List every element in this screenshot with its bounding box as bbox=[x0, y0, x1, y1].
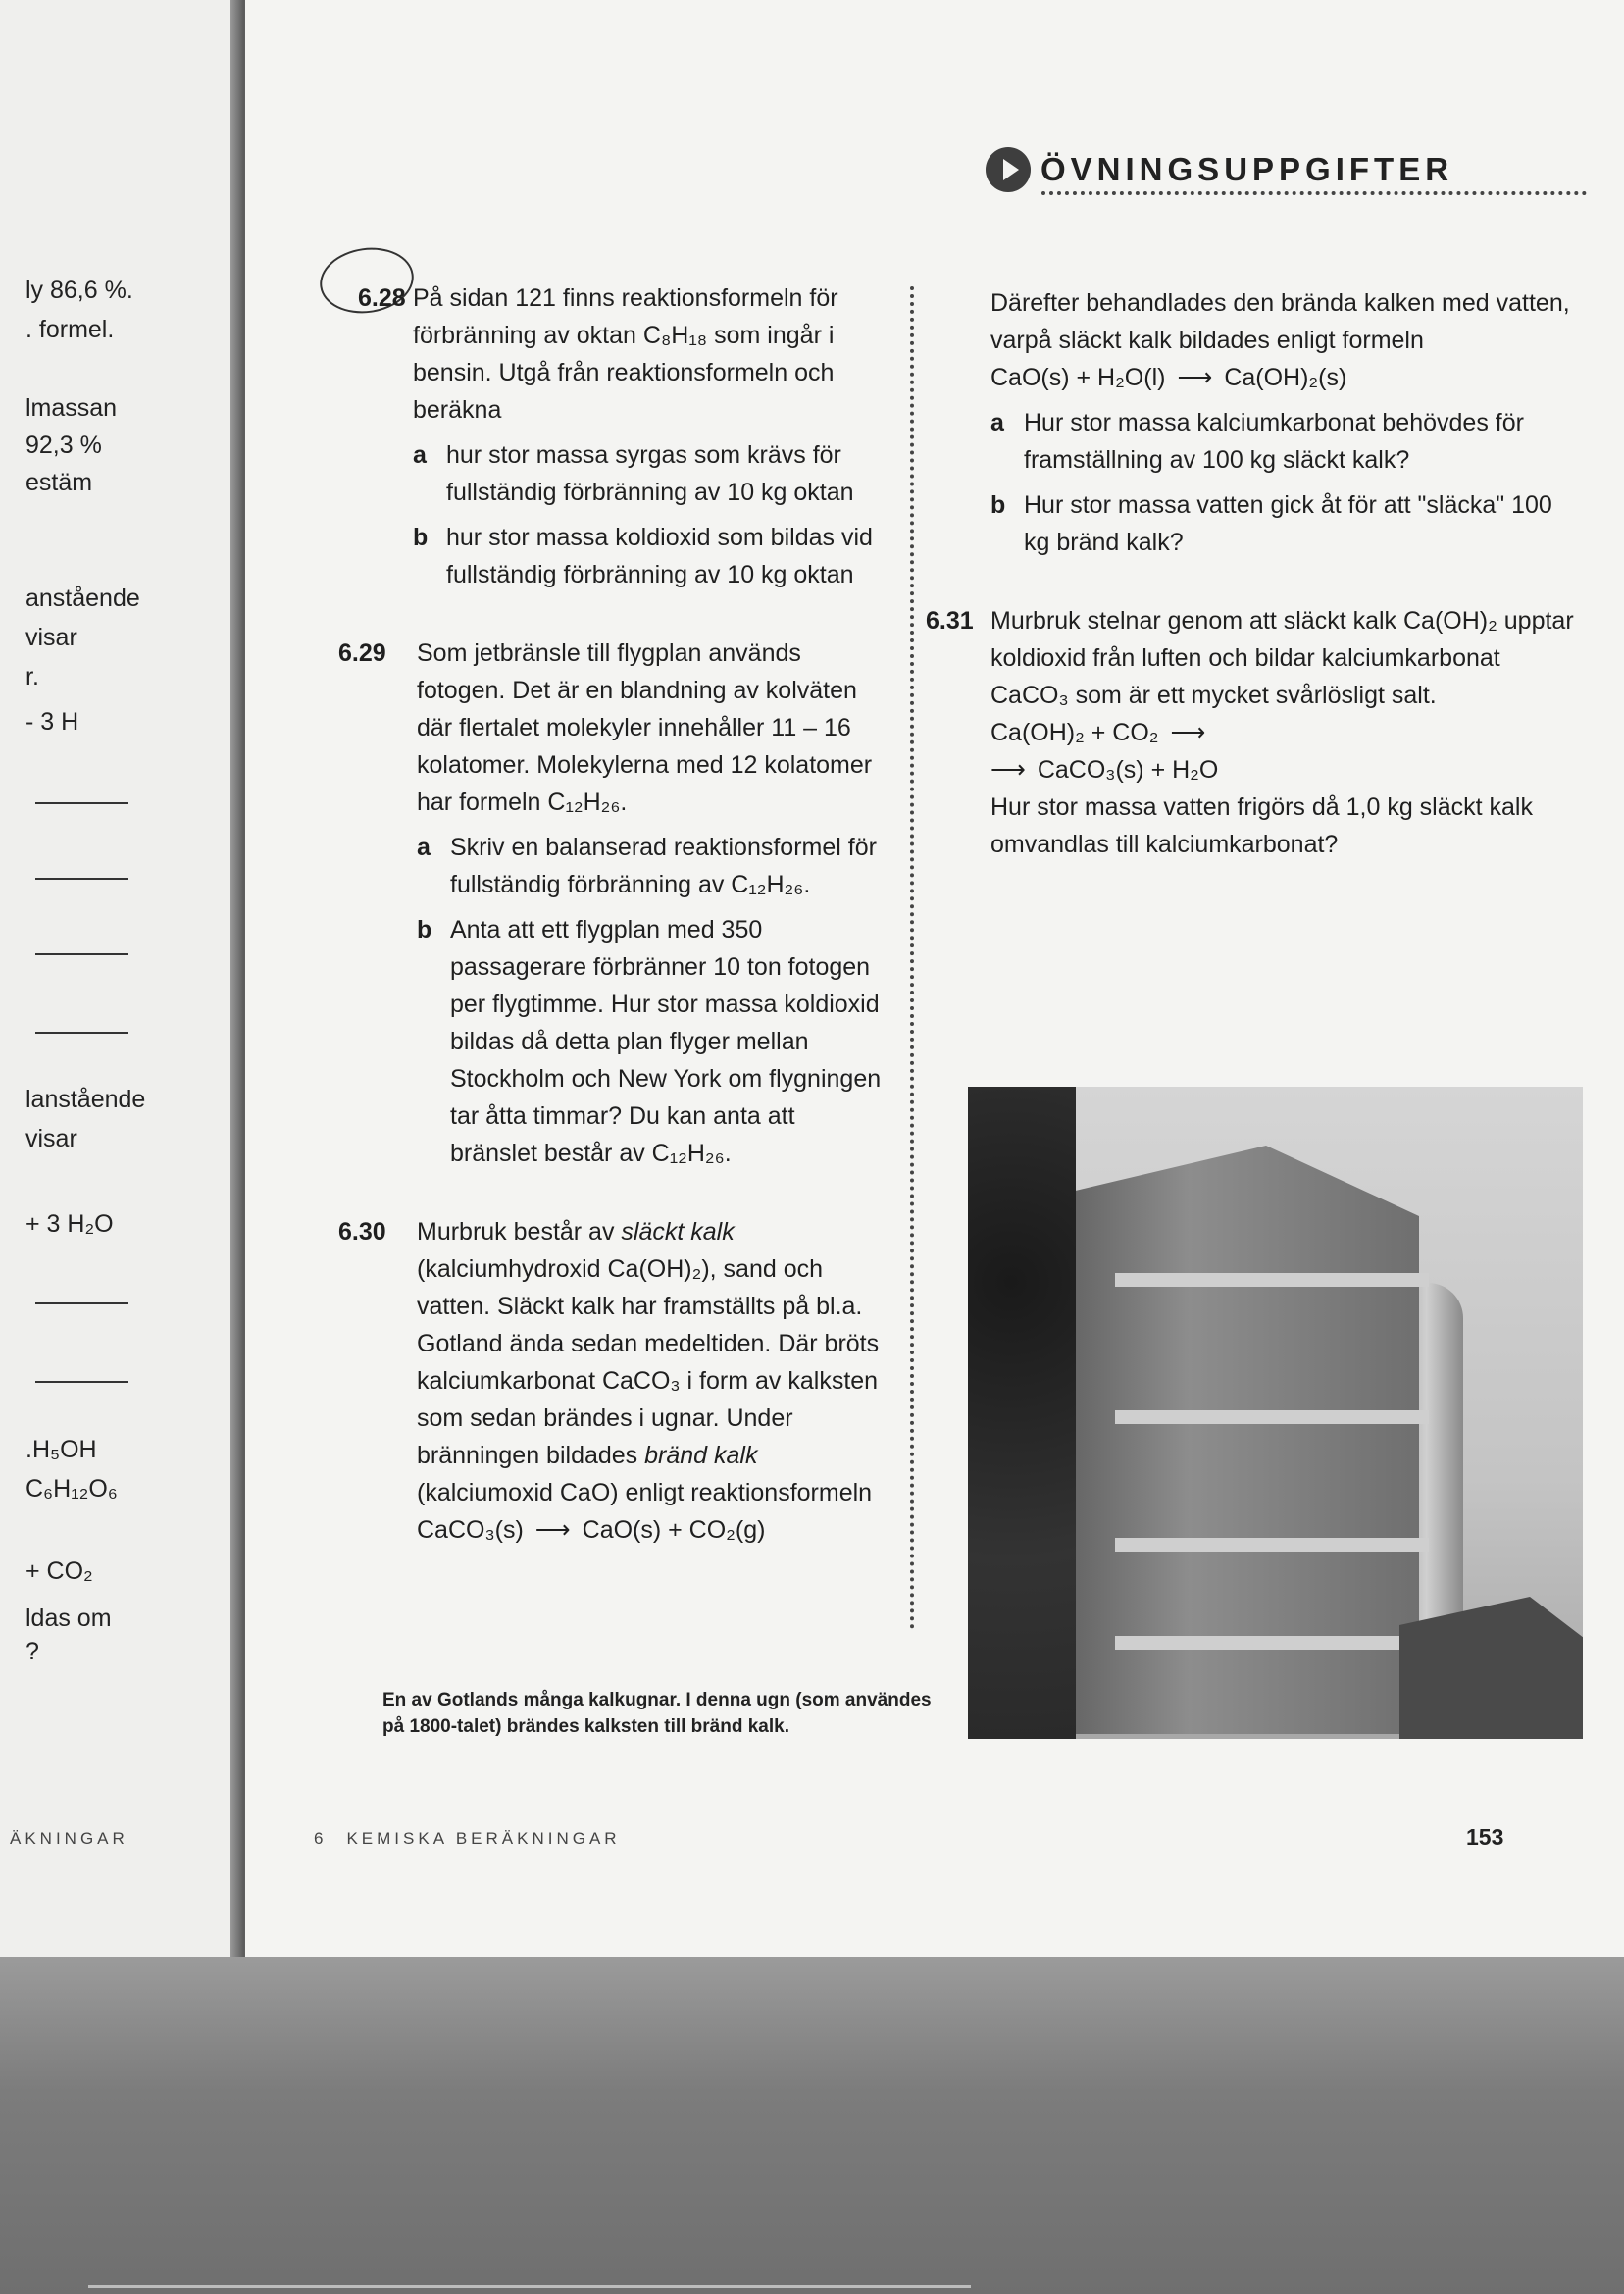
left-line: - 3 H bbox=[25, 708, 79, 736]
scaffold-beam bbox=[1115, 1273, 1429, 1287]
subtask-text: hur stor massa koldioxid som bildas vid fullständig förbränning av 10 kg oktan bbox=[446, 524, 873, 588]
task-text: (kalciumhydroxid Ca(OH)₂), sand och vatten. Släckt kalk har framställts på bl.a. Gotland ända sedan medeltiden. Där bröts kalciumkarbonat CaCO₃ i form av kalksten som sedan brändes i ugnar. Under bränningen bildades bbox=[417, 1255, 880, 1469]
subtask-label: a bbox=[413, 441, 427, 469]
play-circle-icon bbox=[986, 147, 1031, 192]
subtask-text: Skriv en balanserad reaktionsformel för fullständig förbränning av C₁₂H₂₆. bbox=[450, 834, 877, 898]
task-text: Därefter behandlades den brända kalken med vatten, varpå släckt kalk bildades enligt formeln bbox=[990, 289, 1570, 354]
subtask-a bbox=[417, 829, 888, 903]
page-number: 153 bbox=[1466, 1824, 1504, 1850]
left-page bbox=[0, 0, 230, 1957]
formula-left: CaCO₃(s) bbox=[417, 1516, 524, 1544]
subtask-a bbox=[990, 404, 1579, 479]
task-text: Murbruk består av bbox=[417, 1218, 615, 1246]
subtask-b bbox=[990, 486, 1579, 561]
subtask-text: Hur stor massa kalciumkarbonat behövdes för framställning av 100 kg släckt kalk? bbox=[1024, 409, 1524, 474]
left-footer: ÄKNINGAR bbox=[10, 1829, 128, 1848]
left-column bbox=[338, 280, 888, 1590]
task-6-30-cont bbox=[990, 284, 1579, 561]
left-line: + 3 H₂O bbox=[25, 1210, 114, 1238]
left-line: ? bbox=[25, 1638, 39, 1665]
left-line: anstående bbox=[25, 585, 140, 612]
arrow-icon: ⟶ bbox=[1177, 364, 1213, 391]
task-number: 6.28 bbox=[358, 284, 406, 312]
subtask-label: a bbox=[990, 409, 1004, 436]
term: släckt kalk bbox=[621, 1218, 735, 1246]
left-line: estäm bbox=[25, 469, 93, 496]
task-6-30 bbox=[338, 1213, 888, 1549]
left-line: C₆H₁₂O₆ bbox=[25, 1475, 118, 1503]
reaction-formula bbox=[417, 1511, 888, 1549]
chapter-title: KEMISKA BERÄKNINGAR bbox=[346, 1829, 621, 1848]
task-text: Som jetbränsle till flygplan används fotogen. Det är en blandning av kolväten där flertalet molekyler innehåller 11 – 16 kolatomer. Molekylerna med 12 kolatomer har formeln C₁₂H₂₆. bbox=[417, 639, 873, 816]
formula-right: Ca(OH)₂(s) bbox=[1224, 364, 1347, 391]
arrow-icon: ⟶ bbox=[1170, 719, 1206, 746]
section-title: ÖVNINGSUPPGIFTER bbox=[1040, 151, 1454, 187]
task-number: 6.30 bbox=[338, 1218, 386, 1246]
subtask-label: b bbox=[413, 524, 429, 551]
answer-rule bbox=[35, 1302, 128, 1304]
left-line: r. bbox=[25, 663, 39, 690]
answer-rule bbox=[35, 953, 128, 955]
left-line: ldas om bbox=[25, 1605, 112, 1632]
left-line: ly 86,6 %. bbox=[25, 277, 133, 304]
subtask-label: a bbox=[417, 834, 431, 861]
task-text: som ingår i bensin. Utgå från reaktionsformeln och beräkna bbox=[413, 322, 835, 424]
left-line: . formel. bbox=[25, 316, 115, 343]
left-line: visar bbox=[25, 624, 77, 651]
answer-rule bbox=[35, 878, 128, 880]
task-6-29 bbox=[338, 635, 888, 1172]
chapter-footer bbox=[314, 1829, 621, 1849]
section-header bbox=[986, 147, 1453, 192]
reaction-formula bbox=[990, 714, 1579, 751]
arrow-icon: ⟶ bbox=[534, 1516, 571, 1544]
formula-left: CaO(s) + H₂O(l) bbox=[990, 364, 1166, 391]
task-question: Hur stor massa vatten frigörs då 1,0 kg släckt kalk omvandlas till kalciumkarbonat? bbox=[990, 793, 1533, 858]
subtask-label: b bbox=[990, 491, 1006, 519]
scan-background bbox=[0, 1957, 1624, 2294]
subtask-a bbox=[413, 436, 888, 511]
subtask-b bbox=[413, 519, 888, 593]
subtask-label: b bbox=[417, 916, 432, 943]
subtask-text: hur stor massa syrgas som krävs för fullständig förbränning av 10 kg oktan bbox=[446, 441, 854, 506]
scaffold-beam bbox=[1115, 1636, 1429, 1650]
reaction-formula bbox=[990, 359, 1579, 396]
right-column bbox=[926, 284, 1579, 904]
header-dotted-rule bbox=[1041, 191, 1587, 195]
answer-rule bbox=[35, 1381, 128, 1383]
scaffold-beam bbox=[1115, 1410, 1429, 1424]
trees bbox=[968, 1087, 1076, 1739]
answer-rule bbox=[35, 802, 128, 804]
left-line: lanstående bbox=[25, 1086, 146, 1113]
task-6-31 bbox=[926, 602, 1579, 863]
left-line: + CO₂ bbox=[25, 1557, 93, 1585]
subtask-b bbox=[417, 911, 888, 1172]
left-line: .H₅OH bbox=[25, 1436, 97, 1463]
left-line: visar bbox=[25, 1125, 77, 1152]
arrow-icon: ⟶ bbox=[990, 756, 1026, 784]
task-6-28 bbox=[338, 280, 888, 593]
chapter-number: 6 bbox=[314, 1829, 328, 1848]
task-text: (kalciumoxid CaO) enligt reaktionsformeln bbox=[417, 1479, 873, 1506]
formula-left: Ca(OH)₂ + CO₂ bbox=[990, 719, 1159, 746]
subtask-text: Anta att ett flygplan med 350 passagerare förbränner 10 ton fotogen per flygtimme. Hur stor massa koldioxid bildas då detta plan flyger mellan Stockholm och New York om flygningen tar åtta timmar? Du kan anta att bränslet består av C₁₂H₂₆. bbox=[450, 916, 882, 1167]
task-number: 6.31 bbox=[926, 607, 974, 635]
left-line: 92,3 % bbox=[25, 432, 102, 459]
lime-kiln-photo bbox=[968, 1087, 1583, 1739]
task-text: På sidan 121 finns reaktionsformeln för förbränning av oktan bbox=[413, 284, 838, 349]
task-text: Murbruk stelnar genom att släckt kalk Ca(OH)₂ upptar koldioxid från luften och bildar kalciumkarbonat CaCO₃ som är ett mycket svårlösligt salt. bbox=[990, 607, 1574, 709]
answer-rule bbox=[35, 1032, 128, 1034]
column-divider bbox=[910, 286, 914, 1630]
formula-right: CaO(s) + CO₂(g) bbox=[582, 1516, 766, 1544]
task-number: 6.29 bbox=[338, 639, 386, 667]
formula: C₈H₁₈ bbox=[642, 322, 708, 349]
left-line: lmassan bbox=[25, 394, 118, 422]
scan-edge bbox=[88, 2285, 971, 2288]
photo-caption: En av Gotlands många kalkugnar. I denna ugn (som användes på 1800-talet) brändes kalksten till bränd kalk. bbox=[382, 1690, 932, 1737]
reaction-formula-line2 bbox=[990, 751, 1579, 789]
formula-right: CaCO₃(s) + H₂O bbox=[1037, 756, 1219, 784]
term: bränd kalk bbox=[644, 1442, 758, 1469]
subtask-text: Hur stor massa vatten gick åt för att "släcka" 100 kg bränd kalk? bbox=[1024, 491, 1552, 556]
scaffold-beam bbox=[1115, 1538, 1429, 1552]
